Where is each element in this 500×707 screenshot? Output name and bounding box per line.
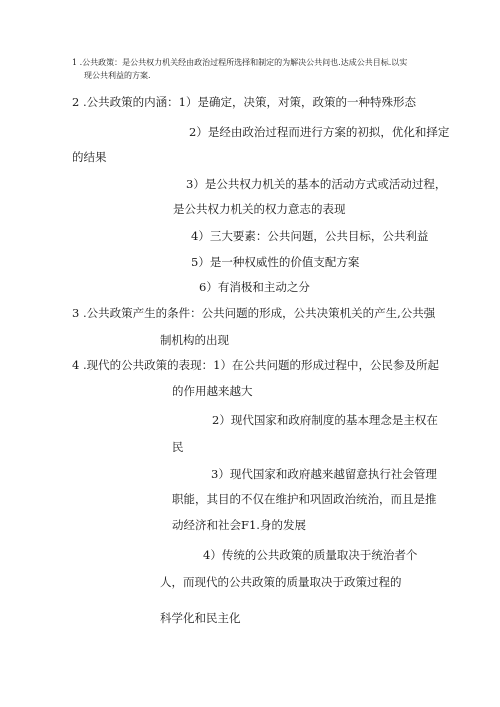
item-4-line-6: 职能，其目的不仅在维护和巩固政治统治，而且是推 xyxy=(172,492,437,506)
item-2-line-6: 4）三大要素：公共问题，公共目标，公共利益 xyxy=(191,229,429,243)
item-4-line-1: 4 .现代的公共政策的表现：1）在公共问题的形成过程中，公民参及所起 xyxy=(72,358,439,372)
item-1-line-1: 1 .公共政策：是公共权力机关经由政治过程所选择和制定的为解决公共问也.达成公共目标.以实 xyxy=(72,58,408,67)
item-3-line-1: 3 .公共政策产生的条件：公共问题的形成，公共决策机关的产生,公共强 xyxy=(72,306,436,320)
item-2-line-3: 的结果 xyxy=(72,150,107,164)
item-4-line-3: 2）现代国家和政府制度的基本理念是主权在 xyxy=(212,413,438,427)
item-2-line-1: 2 .公共政策的内涵：1）是确定，决策，对策，政策的一种特殊形态 xyxy=(72,95,416,109)
item-4-line-7: 动经济和社会F1.身的发展 xyxy=(172,518,306,532)
item-2-line-8: 6）有消极和主动之分 xyxy=(199,280,310,294)
item-2-line-2: 2）是经由政治过程而进行方案的初拟，优化和择定 xyxy=(189,125,450,139)
item-1-line-2: 现公共利益的方案. xyxy=(84,71,151,80)
item-3-line-2: 制机构的出现 xyxy=(160,333,229,347)
item-4-line-4: 民 xyxy=(172,440,184,454)
item-2-line-4: 3）是公共权力机关的基本的活动方式或活动过程， xyxy=(186,177,447,191)
item-4-line-2: 的作用越来越大 xyxy=(172,384,253,398)
item-4-line-9: 人，而现代的公共政策的质量取决于政策过程的 xyxy=(160,575,402,589)
item-4-line-10: 科学化和民主化 xyxy=(160,611,241,625)
item-4-line-8: 4）传统的公共政策的质量取决于统治者个 xyxy=(203,548,418,562)
item-2-line-7: 5）是一种权威性的价值支配方案 xyxy=(191,255,360,269)
item-2-line-5: 是公共权力机关的权力意志的表现 xyxy=(173,202,346,216)
item-4-line-5: 3）现代国家和政府越来越留意执行社会管理 xyxy=(211,467,437,481)
